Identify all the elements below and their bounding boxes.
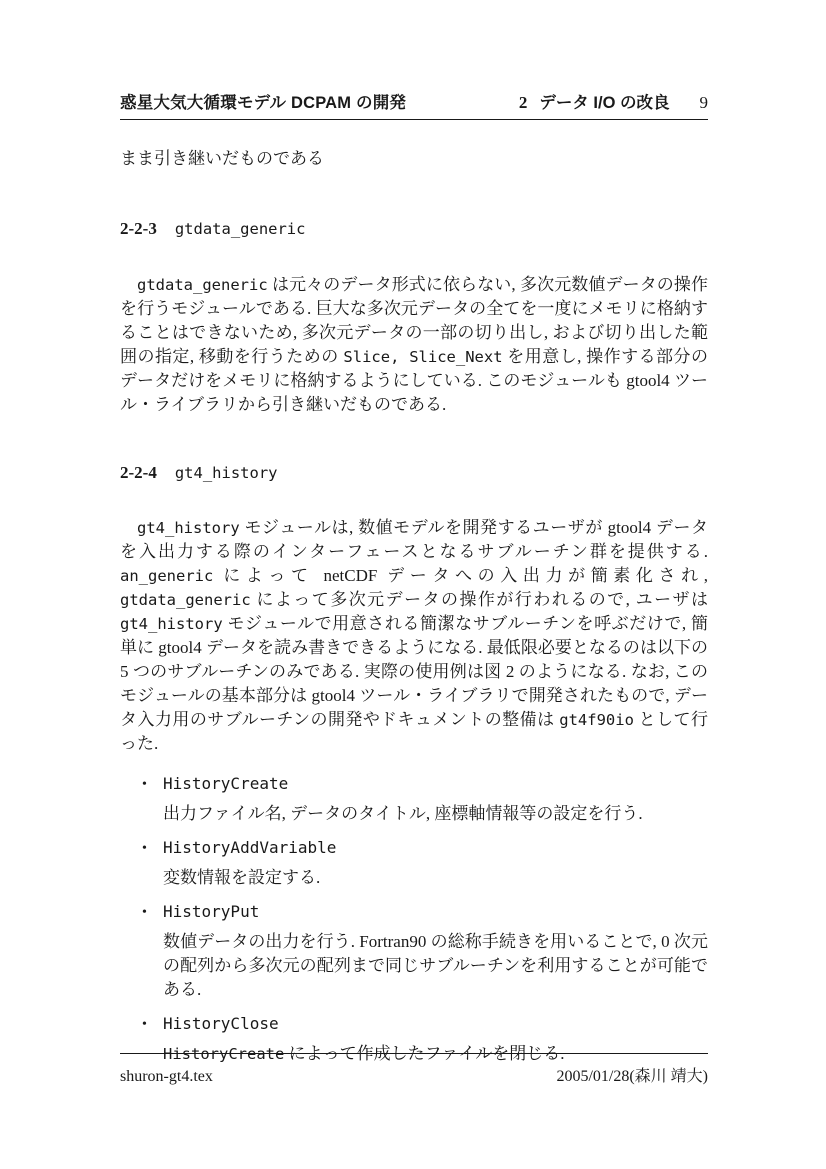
bullet-icon: • xyxy=(142,777,147,792)
subroutine-name: HistoryPut xyxy=(163,902,260,921)
heading-module-name: gt4_history xyxy=(174,464,278,482)
paragraph-gtdata-generic xyxy=(120,273,708,417)
paragraph-text: によって netCDF データへの入出力が簡素化され, xyxy=(213,566,708,585)
heading-number: 2-2-3 xyxy=(120,219,157,238)
subroutine-list xyxy=(120,772,708,1066)
paragraph-text: は元々のデータ形式に依らない, 多次元数値データの操作を行うモジュールである. 巨大な多次元データの全てを一度にメモリに格納することはできないため, 多次元データの一部の切り出し, および切り出した範囲の指定, 移動を行うための xyxy=(120,275,708,366)
inline-code: HistoryCreate xyxy=(163,1045,285,1063)
text-column xyxy=(120,0,708,1076)
bullet-icon: • xyxy=(142,841,147,856)
subroutine-description: 数値データの出力を行う. Fortran90 の総称手続きを用いることで, 0 次元の配列から多次元の配列まで同じサブルーチンを利用することが可能である. xyxy=(163,932,708,999)
subroutine-name: HistoryClose xyxy=(163,1014,279,1033)
heading-module-name: gtdata_generic xyxy=(174,220,306,238)
subroutine-name: HistoryCreate xyxy=(163,774,289,793)
running-header xyxy=(120,89,708,120)
footer-filename: shuron-gt4.tex xyxy=(120,1068,213,1085)
carryover-line: まま引き継いだものである xyxy=(120,149,324,168)
paragraph-text: を用意し, 操作する部分のデータだけをメモリに格納するようにしている. このモジュールも gtool4 ツール・ライブラリから引き継いだものである. xyxy=(120,347,709,414)
list-item-historycreate xyxy=(120,772,708,826)
paragraph-text: によって作成したファイルを閉じる. xyxy=(284,1044,565,1063)
bullet-icon: • xyxy=(142,905,147,920)
subroutine-name: HistoryAddVariable xyxy=(163,838,337,857)
inline-code: Slice, Slice_Next xyxy=(343,348,503,366)
page-footer xyxy=(120,1053,708,1086)
paragraph-text: モジュールで用意される簡潔なサブルーチンを呼ぶだけで, 簡単に gtool4 データを読み書きできるようになる. 最低限必要となるのは以下の 5 つのサブルーチンのみである. 実際の使用例は図 2 のようになる. なお, このモジュールの基本部分は gtool4 ツール・ライブラリで開発されたもので, データ入力用のサブルーチンの開発やドキュメントの整備は xyxy=(120,614,708,729)
list-item-historyaddvariable xyxy=(120,836,708,890)
header-right-group xyxy=(519,89,708,113)
header-section-number: 2 xyxy=(518,93,528,112)
heading-2-2-4 xyxy=(120,462,708,484)
heading-number: 2-2-4 xyxy=(120,463,157,482)
paragraph-gt4-history xyxy=(120,516,708,756)
list-item-historyput xyxy=(120,900,708,1002)
paragraph-text: として行った. xyxy=(120,710,708,753)
inline-code: gtdata_generic xyxy=(120,591,251,609)
subroutine-description: 出力ファイル名, データのタイトル, 座標軸情報等の設定を行う. xyxy=(163,804,643,823)
inline-code: gtdata_generic xyxy=(137,276,268,294)
paragraph-text: によって多次元データの操作が行われるので, ユーザは xyxy=(250,590,708,609)
subroutine-description: 変数情報を設定する. xyxy=(163,868,321,887)
header-section-title: データ I/O の改良 xyxy=(539,94,670,112)
bullet-icon: • xyxy=(142,1017,147,1032)
inline-code: gt4f90io xyxy=(559,711,634,729)
heading-2-2-3 xyxy=(120,218,708,240)
footer-date-author: 2005/01/28(森川 靖大) xyxy=(556,1068,708,1085)
paragraph-text: モジュールは, 数値モデルを開発するユーザが gtool4 データを入出力する際のインターフェースとなるサブルーチン群を提供する. xyxy=(120,518,708,561)
inline-code: gt4_history xyxy=(137,519,240,537)
header-document-title: 惑星大気大循環モデル DCPAM の開発 xyxy=(120,94,407,112)
inline-code: gt4_history xyxy=(120,615,223,633)
inline-code: an_generic xyxy=(120,567,214,585)
header-page-number: 9 xyxy=(699,93,708,112)
